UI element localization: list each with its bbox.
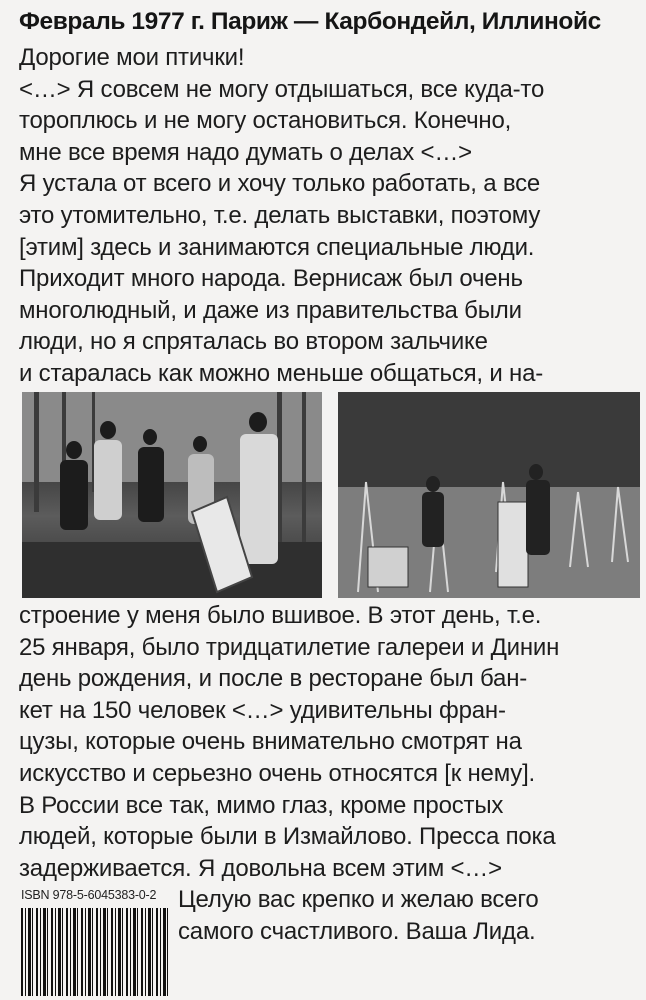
text-line: Целую вас крепко и желаю всего xyxy=(178,886,539,913)
text-line: люди, но я спряталась во втором зальчике xyxy=(19,328,488,356)
text-line: тороплюсь и не могу остановиться. Конечно, xyxy=(19,107,512,135)
text-line: В России все так, мимо глаз, кроме простых xyxy=(19,791,504,819)
photo-left-illustration xyxy=(22,392,322,598)
text-line: задерживается. Я довольна всем этим <…> xyxy=(19,854,502,882)
text-line: это утомительно, т.е. делать выставки, поэтому xyxy=(19,201,541,229)
photo-right-illustration xyxy=(338,392,640,598)
text-line: кет на 150 человек <…> удивительны фран- xyxy=(19,696,506,724)
letter-closing xyxy=(178,884,638,947)
text-line: [этим] здесь и занимаются специальные люди. xyxy=(19,233,535,261)
text-line: самого счастливого. Ваша Лида. xyxy=(178,917,536,945)
text-line: мне все время надо думать о делах <…> xyxy=(19,138,472,166)
photo-people-walking-with-canvas xyxy=(22,392,322,598)
photo-easels-in-park xyxy=(338,392,640,598)
letter-text-bottom xyxy=(19,600,639,884)
text-line: цузы, которые очень внимательно смотрят на xyxy=(19,728,522,756)
text-line: строение у меня было вшивое. В этот день, т.е. xyxy=(19,602,542,629)
text-line: 25 января, было тридцатилетие галереи и Динин xyxy=(19,633,560,661)
text-line: <…> Я совсем не могу отдышаться, все куда-то xyxy=(19,75,545,103)
isbn-label: ISBN 978-5-6045383-0-2 xyxy=(21,888,157,902)
page-heading: Февраль 1977 г. Париж — Карбондейл, Иллинойс xyxy=(19,8,601,35)
text-line: Приходит много народа. Вернисаж был очень xyxy=(19,265,523,293)
text-line: искусство и серьезно очень относятся [к нему]. xyxy=(19,759,535,787)
letter-text-top xyxy=(19,42,639,390)
text-line: Я устала от всего и хочу только работать, а все xyxy=(19,170,541,198)
barcode xyxy=(21,908,171,996)
text-line: и старалась как можно меньше общаться, и на- xyxy=(19,359,544,387)
text-line: день рождения, и после в ресторане был бан- xyxy=(19,665,528,693)
text-line: многолюдный, и даже из правительства были xyxy=(19,296,522,324)
text-line: людей, которые были в Измайлово. Пресса пока xyxy=(19,823,556,851)
text-line: Дорогие мои птички! xyxy=(19,44,245,71)
